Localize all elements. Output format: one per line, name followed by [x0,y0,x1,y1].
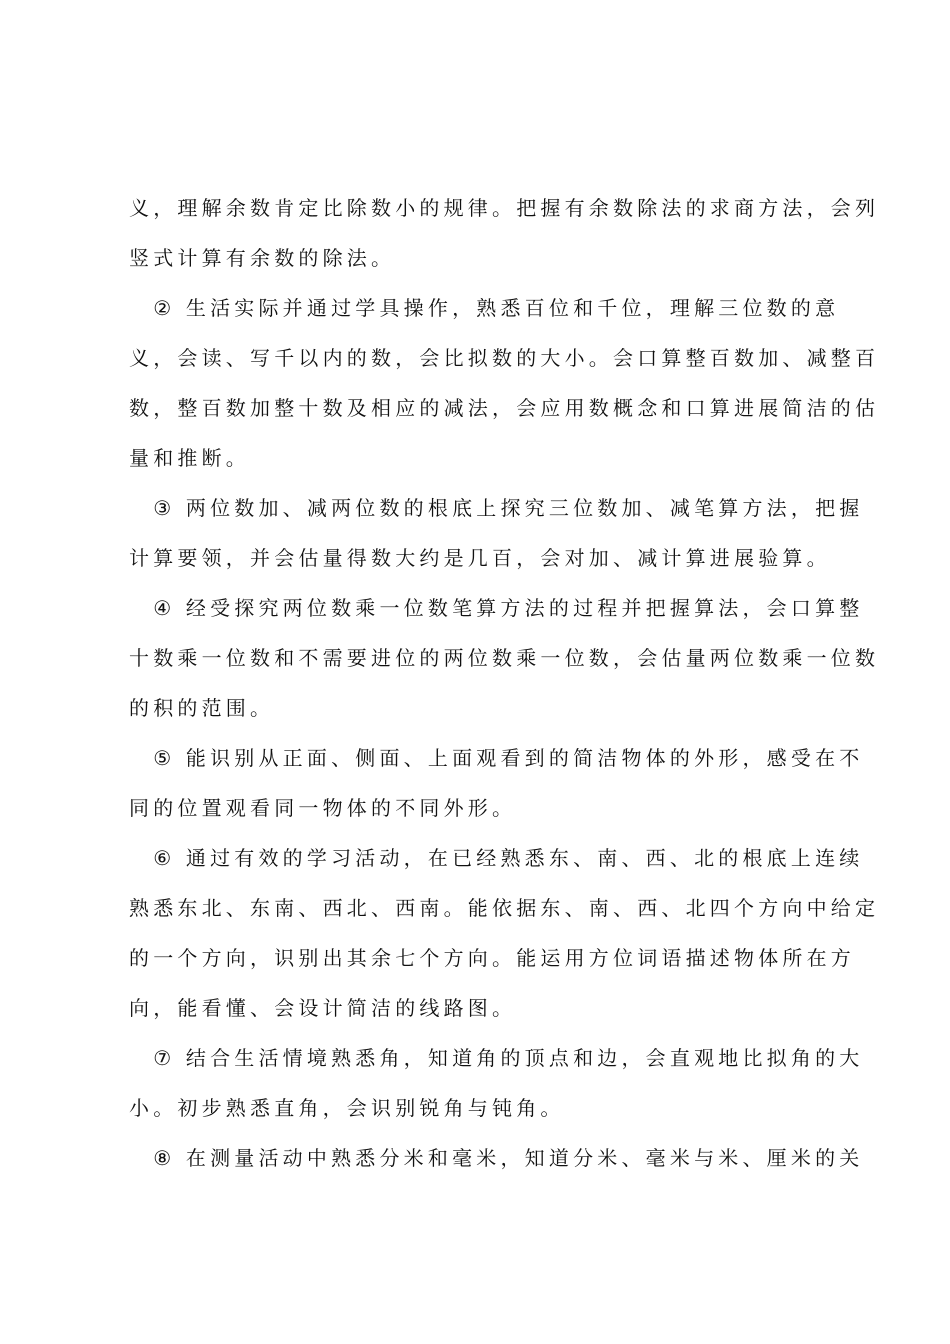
text-line: ② 生活实际并通过学具操作，熟悉百位和千位，理解三位数的意 [129,296,840,320]
text-line: 竖式计算有余数的除法。 [129,246,396,270]
text-line: 的积的范围。 [129,696,275,720]
paragraph-item-3 [129,483,864,583]
paragraph-item-7 [129,1033,864,1133]
text-line: ⑦ 结合生活情境熟悉角，知道角的顶点和边，会直观地比拟角的大 [129,1046,864,1070]
text-line: 十数乘一位数和不需要进位的两位数乘一位数，会估量两位数乘一位数 [129,646,880,670]
document-body [129,183,880,1183]
paragraph-item-8 [129,1133,864,1183]
paragraph-item-6 [129,833,880,1033]
paragraph-item-2 [129,283,880,483]
paragraph-item-4 [129,583,880,733]
paragraph-continuation [129,183,880,283]
text-line: ③ 两位数加、减两位数的根底上探究三位数加、减笔算方法，把握 [129,496,864,520]
text-line: ⑤ 能识别从正面、侧面、上面观看到的简洁物体的外形，感受在不 [129,746,864,770]
text-line: 计算要领，并会估量得数大约是几百，会对加、减计算进展验算。 [129,546,831,570]
paragraph-item-5 [129,733,864,833]
text-line: 同的位置观看同一物体的不同外形。 [129,796,517,820]
text-line: 向，能看懂、会设计简洁的线路图。 [129,996,517,1020]
text-line: 义，会读、写千以内的数，会比拟数的大小。会口算整百数加、减整百 [129,346,880,370]
text-line: 量和推断。 [129,446,250,470]
text-line: 的一个方向，识别出其余七个方向。能运用方位词语描述物体所在方 [129,946,855,970]
text-line: 数，整百数加整十数及相应的减法，会应用数概念和口算进展简洁的估 [129,396,880,420]
text-line: 义，理解余数肯定比除数小的规律。把握有余数除法的求商方法，会列 [129,196,880,220]
text-line: ⑥ 通过有效的学习活动，在已经熟悉东、南、西、北的根底上连续 [129,846,864,870]
text-line: ⑧ 在测量活动中熟悉分米和毫米，知道分米、毫米与米、厘米的关 [129,1146,864,1170]
text-line: 小。初步熟悉直角，会识别锐角与钝角。 [129,1096,565,1120]
text-line: 熟悉东北、东南、西北、西南。能依据东、南、西、北四个方向中给定 [129,896,880,920]
text-line: ④ 经受探究两位数乘一位数笔算方法的过程并把握算法，会口算整 [129,596,864,620]
